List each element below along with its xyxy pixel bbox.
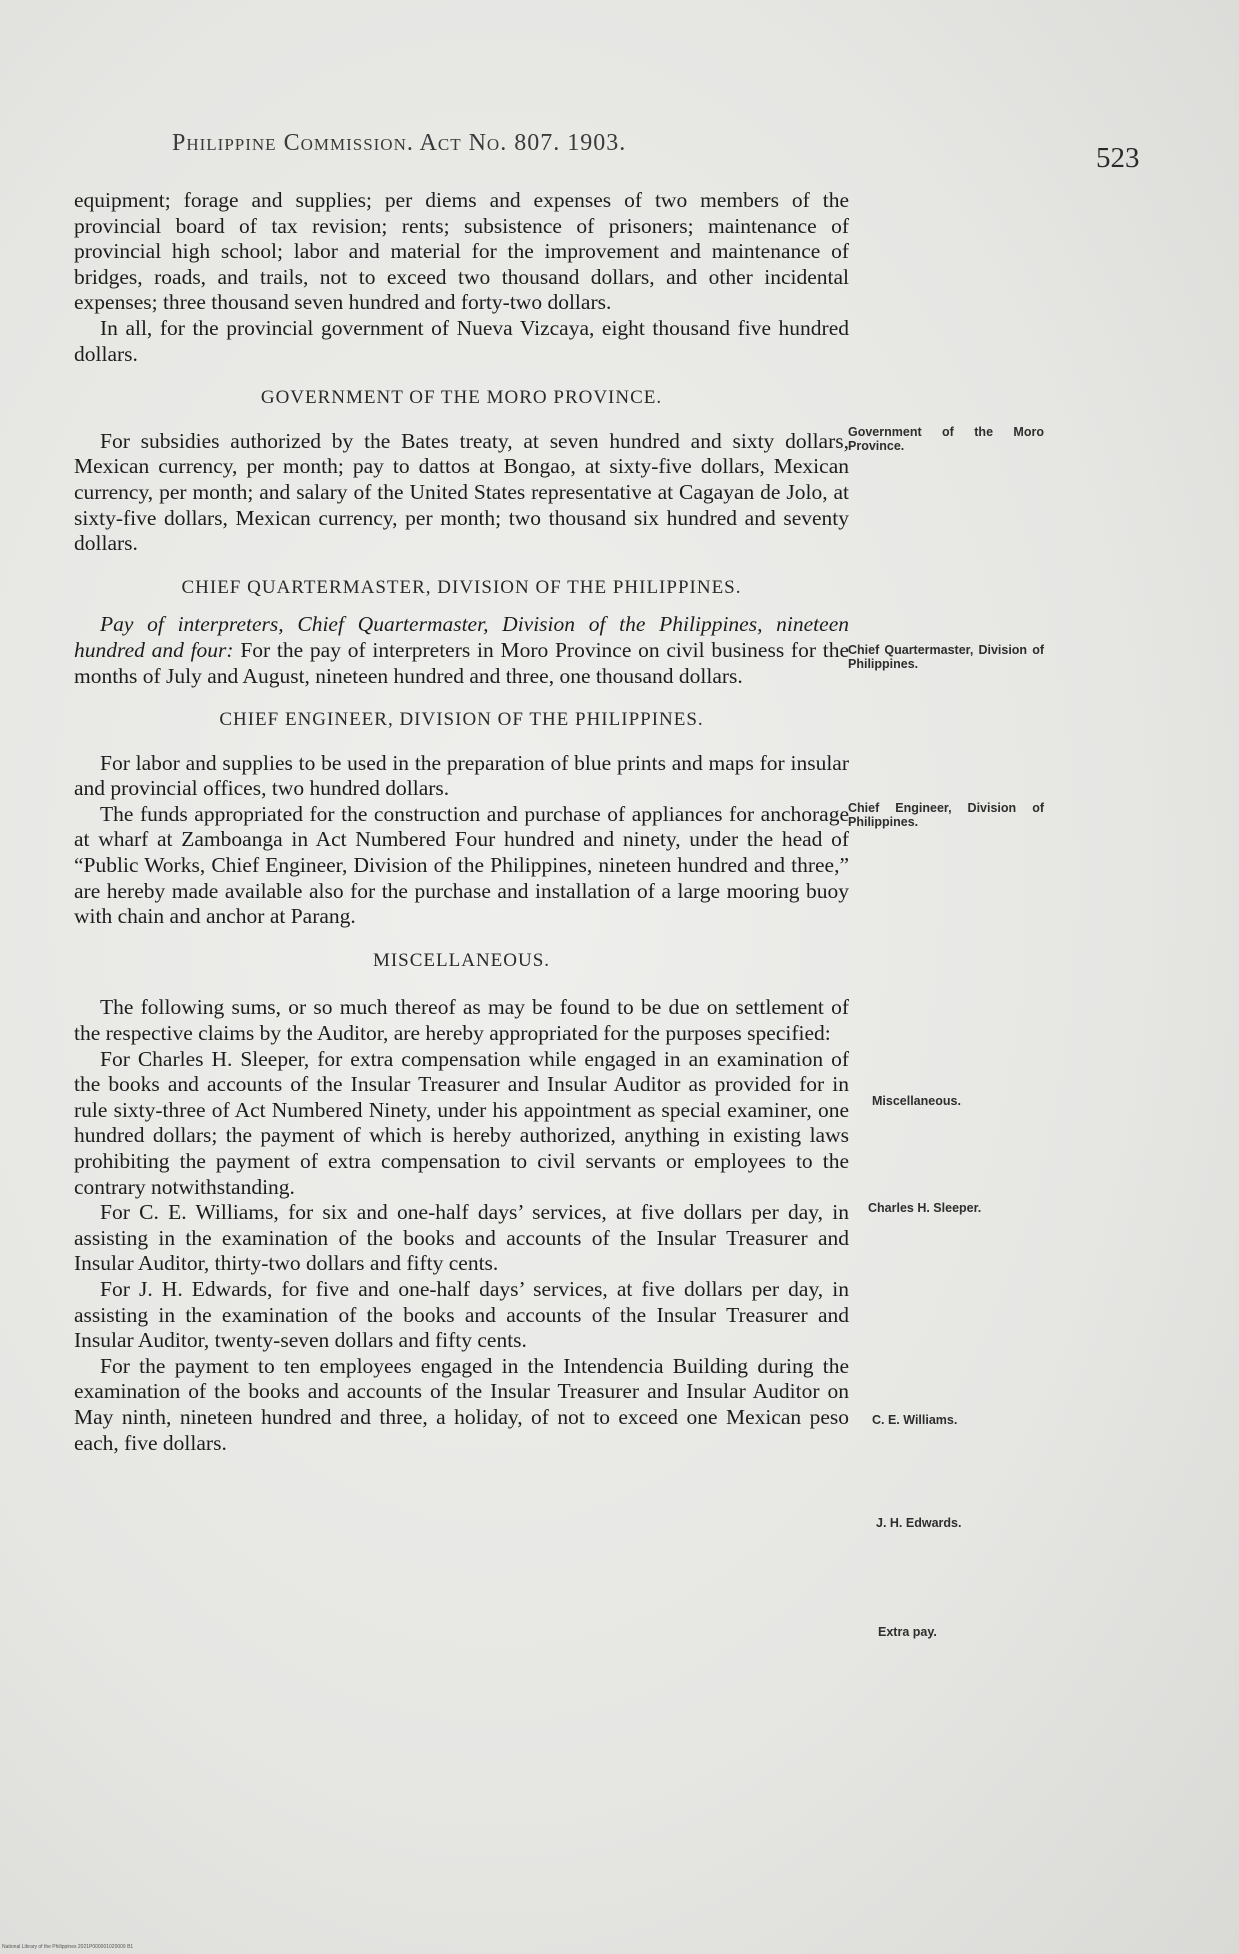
margin-note-williams: C. E. Williams. xyxy=(872,1413,958,1427)
body-text xyxy=(74,188,849,1456)
paragraph: equipment; forage and supplies; per diems and expenses of two members of the provincial board of tax revision; rents; subsistence of prisoners; maintenance of provincial high school; labor and material for the improvement and maintenance of bridges, roads, and trails, not to exceed two thousand dollars, and other incidental expenses; three thousand seven hundred and forty-two dollars. xyxy=(74,188,849,315)
scan-credit: National Library of the Philippines 2021P000001020009 B1 xyxy=(2,1944,134,1950)
paragraph: For the payment to ten employees engaged in the Intendencia Building during the examination of the books and accounts of the Insular Treasurer and Insular Auditor on May ninth, nineteen hundred and three, a holiday, of not to exceed one Mexican peso each, five dollars. xyxy=(74,1353,849,1455)
margin-note-moro: Government of the Moro Province. xyxy=(848,425,1044,453)
page-number: 523 xyxy=(1096,142,1140,174)
margin-note-engineer: Chief Engineer, Division of Philippines. xyxy=(848,801,1044,829)
paragraph: The following sums, or so much thereof as may be found to be due on settlement of the respective claims by the Auditor, are hereby appropriated for the purposes specified: xyxy=(74,995,849,1046)
margin-note-extra-pay: Extra pay. xyxy=(878,1625,937,1639)
margin-note-quartermaster: Chief Quartermaster, Division of Philippines. xyxy=(848,643,1044,671)
section-heading-quartermaster: CHIEF QUARTERMASTER, DIVISION OF THE PHILIPPINES. xyxy=(181,576,742,598)
section-heading-misc: MISCELLANEOUS. xyxy=(372,949,551,971)
margin-note-sleeper: Charles H. Sleeper. xyxy=(868,1201,982,1215)
paragraph: For subsidies authorized by the Bates treaty, at seven hundred and sixty dollars, Mexican currency, per month; pay to dattos at Bongao, at sixty-five dollars, Mexican currency, per month; and salary of the United States representative at Cagayan de Jolo, at sixty-five dollars, Mexican currency, per month; two thousand six hundred and seventy dollars. xyxy=(74,428,849,556)
paragraph: For J. H. Edwards, for five and one-half days’ services, at five dollars per day, in assisting in the examination of the books and accounts of the Insular Treasurer and Insular Auditor, twenty-seven dollars and fifty cents. xyxy=(74,1276,849,1353)
paragraph: In all, for the provincial government of Nueva Vizcaya, eight thousand five hundred dollars. xyxy=(74,315,849,366)
margin-note-edwards: J. H. Edwards. xyxy=(876,1516,962,1530)
paragraph: For C. E. Williams, for six and one-half days’ services, at five dollars per day, in assisting in the examination of the books and accounts of the Insular Treasurer and Insular Auditor, thirty-two dollars and fifty cents. xyxy=(74,1200,849,1276)
section-heading-engineer: CHIEF ENGINEER, DIVISION OF THE PHILIPPINES. xyxy=(219,709,704,731)
paragraph: For labor and supplies to be used in the preparation of blue prints and maps for insular and provincial offices, two hundred dollars. xyxy=(74,750,849,801)
paragraph xyxy=(74,612,849,689)
paragraph-text: For the pay of interpreters in Moro Province on civil business for the months of July and August, nineteen hundred and three, one thousand dollars. xyxy=(74,637,849,688)
margin-note-misc: Miscellaneous. xyxy=(872,1094,961,1108)
section-heading-moro: GOVERNMENT OF THE MORO PROVINCE. xyxy=(260,387,663,409)
paragraph: The funds appropriated for the construction and purchase of appliances for anchorage at wharf at Zamboanga in Act Numbered Four hundred and ninety, under the head of “Public Works, Chief Engineer, Division of the Philippines, nineteen hundred and three,” are hereby made available also for the purchase and installation of a large mooring buoy with chain and anchor at Parang. xyxy=(74,801,849,929)
paragraph: For Charles H. Sleeper, for extra compensation while engaged in an examination of the books and accounts of the Insular Treasurer and Insular Auditor as provided for in rule sixty-three of Act Numbered Ninety, under his appointment as special examiner, one hundred dollars; the payment of which is hereby authorized, anything in existing laws prohibiting the payment of extra compensation to civil servants or employees to the contrary notwithstanding. xyxy=(74,1046,849,1199)
running-header: Philippine Commission. Act No. 807. 1903. xyxy=(172,130,627,156)
italic-lead: Pay of interpreters, Chief Quartermaster, Division of the Philippines, nineteen hundred and four: xyxy=(74,612,849,662)
